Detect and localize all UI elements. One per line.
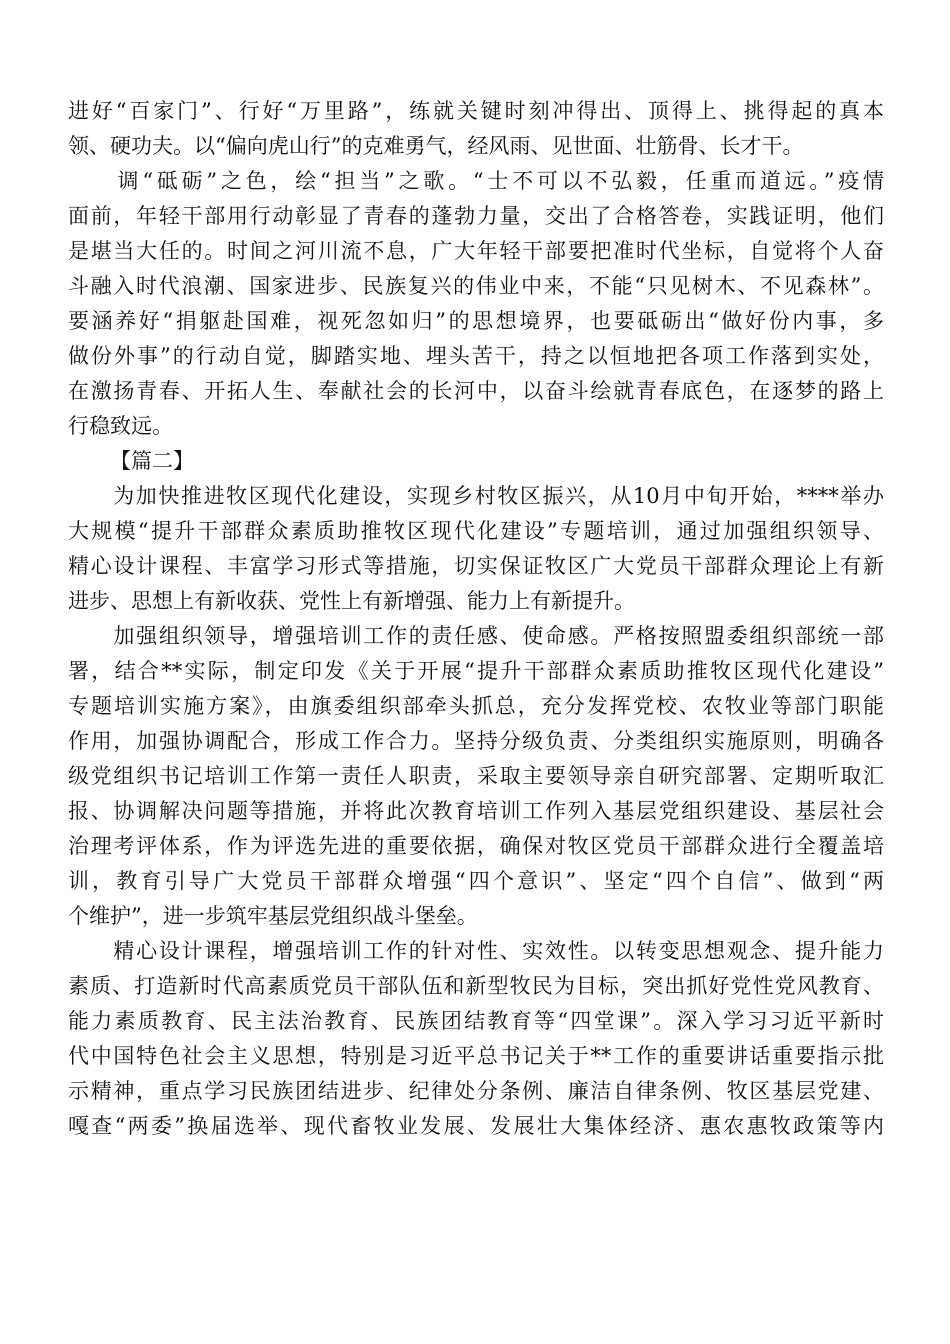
text-line: 为加快推进牧区现代化建设，实现乡村牧区振兴，从10月中旬开始，****举办 xyxy=(68,484,884,508)
text-line: 署，结合**实际，制定印发《关于开展“提升干部群众素质助推牧区现代化建设” xyxy=(68,659,884,683)
text-line: 嘎查“两委”换届选举、现代畜牧业发展、发展壮大集体经济、惠农惠牧政策等内 xyxy=(68,1114,884,1138)
text-line: 级党组织书记培训工作第一责任人职责，采取主要领导亲自研究部署、定期听取汇 xyxy=(68,764,884,788)
text-line: 治理考评体系，作为评选先进的重要依据，确保对牧区党员干部群众进行全覆盖培 xyxy=(68,834,884,858)
text-line: 进好“百家门”、行好“万里路”，练就关键时刻冲得出、顶得上、挑得起的真本 xyxy=(68,99,884,123)
text-line: 训，教育引导广大党员干部群众增强“四个意识”、坚定“四个自信”、做到“两 xyxy=(68,869,884,893)
text-line: 面前，年轻干部用行动彰显了青春的蓬勃力量，交出了合格答卷，实践证明，他们 xyxy=(68,204,884,228)
text-line: 调“砥砺”之色，绘“担当”之歌。“士不可以不弘毅，任重而道远。”疫情 xyxy=(68,169,884,193)
text-line: 精心设计课程，增强培训工作的针对性、实效性。以转变思想观念、提升能力 xyxy=(68,939,884,963)
text-line: 报、协调解决问题等措施，并将此次教育培训工作列入基层党组织建设、基层社会 xyxy=(68,799,884,823)
section-heading: 【篇二】 xyxy=(110,449,194,473)
text-line: 是堪当大任的。时间之河川流不息，广大年轻干部要把准时代坐标，自觉将个人奋 xyxy=(68,239,884,263)
text-line: 做份外事”的行动自觉，脚踏实地、埋头苦干，持之以恒地把各项工作落到实处， xyxy=(68,344,884,368)
text-line: 大规模“提升干部群众素质助推牧区现代化建设”专题培训，通过加强组织领导、 xyxy=(68,519,884,543)
text-line: 示精神，重点学习民族团结进步、纪律处分条例、廉洁自律条例、牧区基层党建、 xyxy=(68,1079,884,1103)
text-line: 要涵养好“捐躯赴国难，视死忽如归”的思想境界，也要砥砺出“做好份内事，多 xyxy=(68,309,884,333)
text-line: 领、硬功夫。以“偏向虎山行”的克难勇气，经风雨、见世面、壮筋骨、长才干。 xyxy=(68,134,804,158)
text-line: 作用，加强协调配合，形成工作合力。坚持分级负责、分类组织实施原则，明确各 xyxy=(68,729,884,753)
text-line: 进步、思想上有新收获、党性上有新增强、能力上有新提升。 xyxy=(68,589,635,613)
document-body xyxy=(68,94,884,1144)
text-line: 加强组织领导，增强培训工作的责任感、使命感。严格按照盟委组织部统一部 xyxy=(68,624,884,648)
text-line: 代中国特色社会主义思想，特别是习近平总书记关于**工作的重要讲话重要指示批 xyxy=(68,1044,884,1068)
text-line: 个维护”，进一步筑牢基层党组织战斗堡垒。 xyxy=(68,904,478,928)
text-line: 能力素质教育、民主法治教育、民族团结教育等“四堂课”。深入学习习近平新时 xyxy=(68,1009,884,1033)
text-line: 行稳致远。 xyxy=(68,414,173,438)
text-line: 精心设计课程、丰富学习形式等措施，切实保证牧区广大党员干部群众理论上有新 xyxy=(68,554,884,578)
text-line: 在激扬青春、开拓人生、奉献社会的长河中，以奋斗绘就青春底色，在逐梦的路上 xyxy=(68,379,884,403)
text-line: 专题培训实施方案》，由旗委组织部牵头抓总，充分发挥党校、农牧业等部门职能 xyxy=(68,694,884,718)
text-line: 素质、打造新时代高素质党员干部队伍和新型牧民为目标，突出抓好党性党风教育、 xyxy=(68,974,884,998)
text-line: 斗融入时代浪潮、国家进步、民族复兴的伟业中来，不能“只见树木、不见森林”。 xyxy=(68,274,884,298)
